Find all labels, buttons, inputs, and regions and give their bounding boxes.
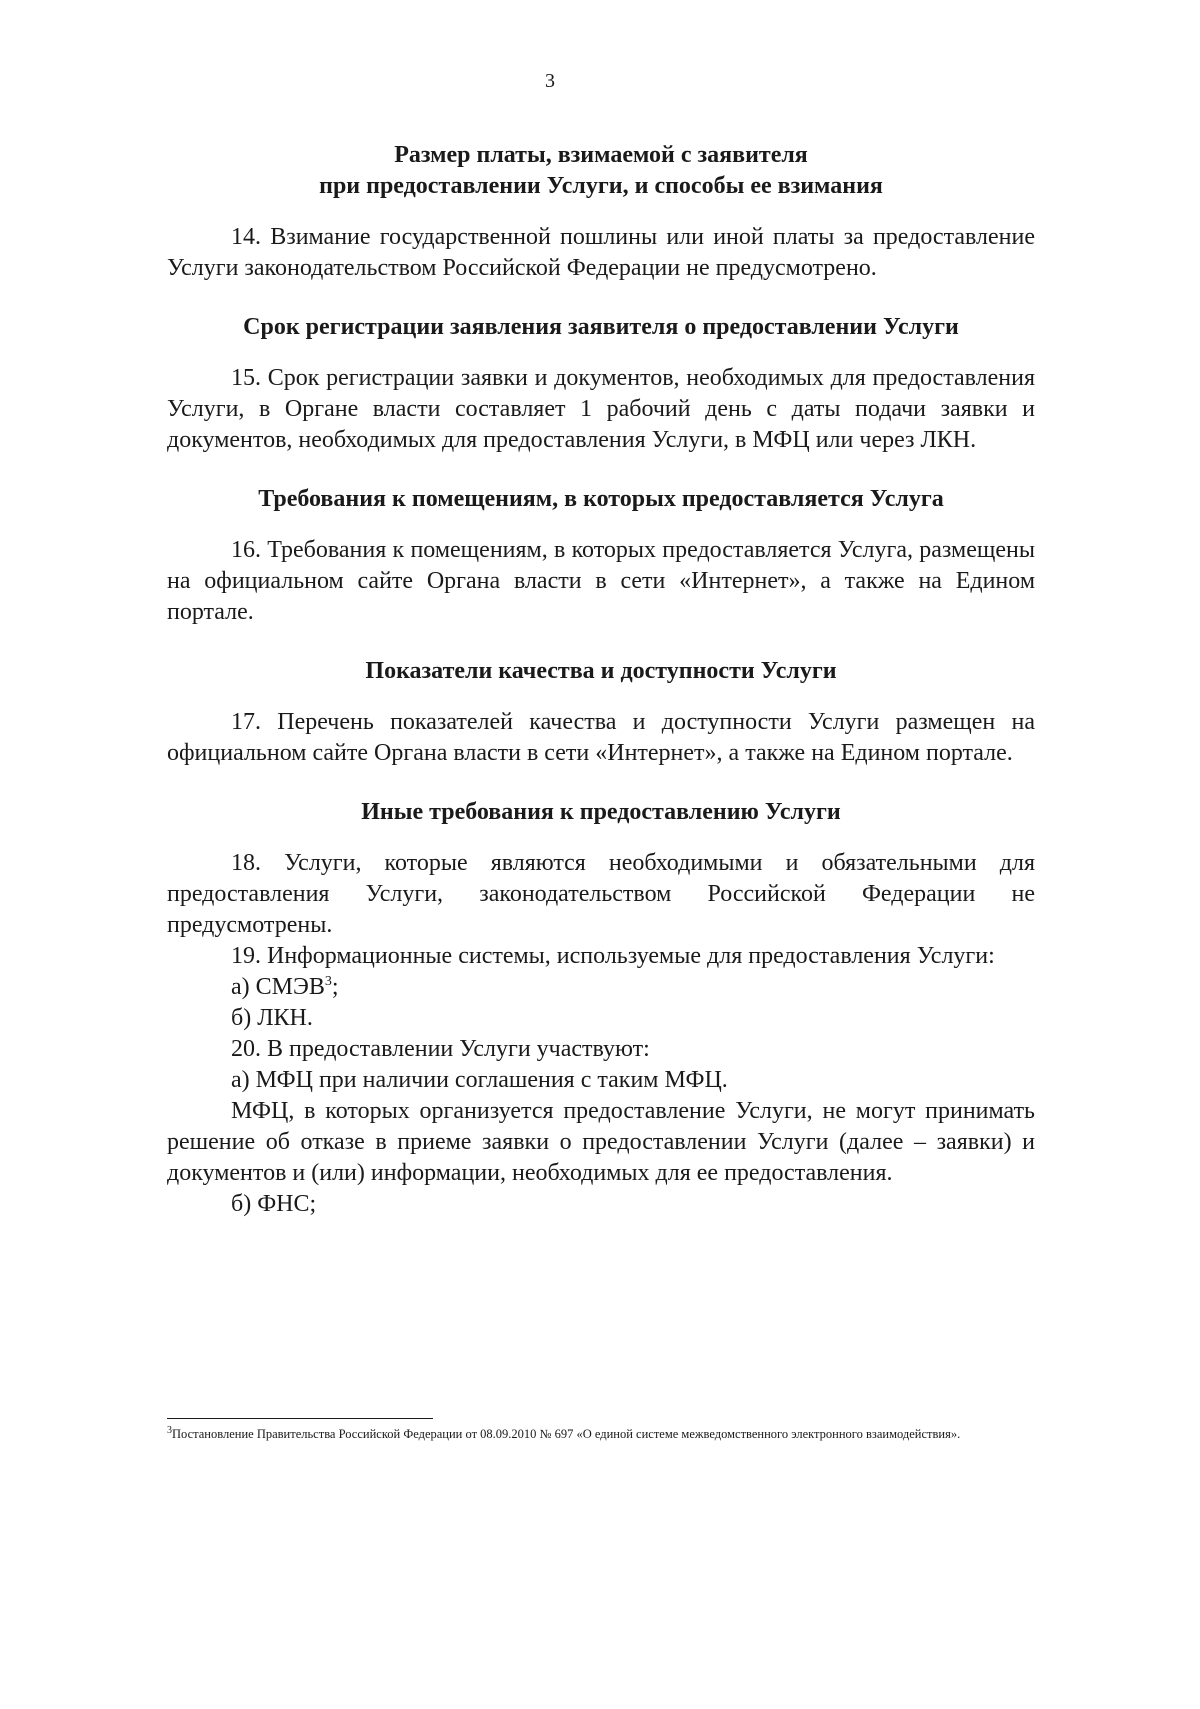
list-item-19a-tail: ; bbox=[331, 974, 339, 1000]
paragraph-14: 14. Взимание государственной пошлины или иной платы за предоставление Услуги законодательством Российской Федерации не предусмотрено. bbox=[167, 224, 1035, 281]
document-body bbox=[167, 140, 1035, 1220]
paragraph-20a-note: МФЦ, в которых организуется предоставление Услуги, не могут принимать решение об отказе в приеме заявки о предоставлении Услуги (далее – заявки) и документов и (или) информации, необходимых для ее предоставления. bbox=[167, 1098, 1035, 1186]
section-fee bbox=[167, 140, 1035, 284]
paragraph-17: 17. Перечень показателей качества и доступности Услуги размещен на официальном сайте Органа власти в сети «Интернет», а также на Едином портале. bbox=[167, 709, 1035, 766]
section-premises bbox=[167, 484, 1035, 628]
section-heading-registration: Срок регистрации заявления заявителя о предоставлении Услуги bbox=[243, 314, 959, 340]
section-heading-premises: Требования к помещениям, в которых предоставляется Услуга bbox=[258, 486, 944, 512]
list-item-20b: б) ФНС; bbox=[231, 1191, 317, 1217]
paragraph-18: 18. Услуги, которые являются необходимыми и обязательными для предоставления Услуги, законодательством Российской Федерации не предусмотрены. bbox=[167, 850, 1035, 938]
paragraph-20: 20. В предоставлении Услуги участвуют: bbox=[231, 1036, 650, 1062]
page-number: 3 bbox=[545, 70, 555, 92]
section-heading-other: Иные требования к предоставлению Услуги bbox=[361, 799, 841, 825]
section-other bbox=[167, 797, 1035, 1220]
footnote-marker: 3 bbox=[167, 1424, 172, 1436]
section-quality bbox=[167, 656, 1035, 769]
paragraph-15: 15. Срок регистрации заявки и документов, необходимых для предоставления Услуги, в Органе власти составляет 1 рабочий день с даты подачи заявки и документов, необходимых для предоставления Услуги, в МФЦ или через ЛКН. bbox=[167, 365, 1035, 453]
paragraph-16: 16. Требования к помещениям, в которых предоставляется Услуга, размещены на официальном сайте Органа власти в сети «Интернет», а также на Едином портале. bbox=[167, 537, 1035, 625]
section-heading-fee-line1: Размер платы, взимаемой с заявителя bbox=[394, 142, 808, 168]
section-registration bbox=[167, 312, 1035, 456]
list-item-19a bbox=[167, 972, 1035, 1003]
footnote-divider bbox=[167, 1418, 433, 1419]
section-heading-fee-line2: при предоставлении Услуги, и способы ее взимания bbox=[319, 173, 883, 199]
list-item-19a-text: а) СМЭВ bbox=[231, 974, 325, 1000]
section-heading-quality: Показатели качества и доступности Услуги bbox=[365, 658, 837, 684]
paragraph-19: 19. Информационные системы, используемые для предоставления Услуги: bbox=[231, 943, 995, 969]
list-item-19b: б) ЛКН. bbox=[231, 1005, 313, 1031]
footnote bbox=[167, 1426, 1035, 1443]
footnote-reference: 3 bbox=[324, 974, 332, 989]
footnote-text: Постановление Правительства Российской Федерации от 08.09.2010 № 697 «О единой системе межведомственного электронного взаимодействия». bbox=[172, 1427, 961, 1441]
list-item-20a: а) МФЦ при наличии соглашения с таким МФЦ. bbox=[231, 1067, 728, 1093]
